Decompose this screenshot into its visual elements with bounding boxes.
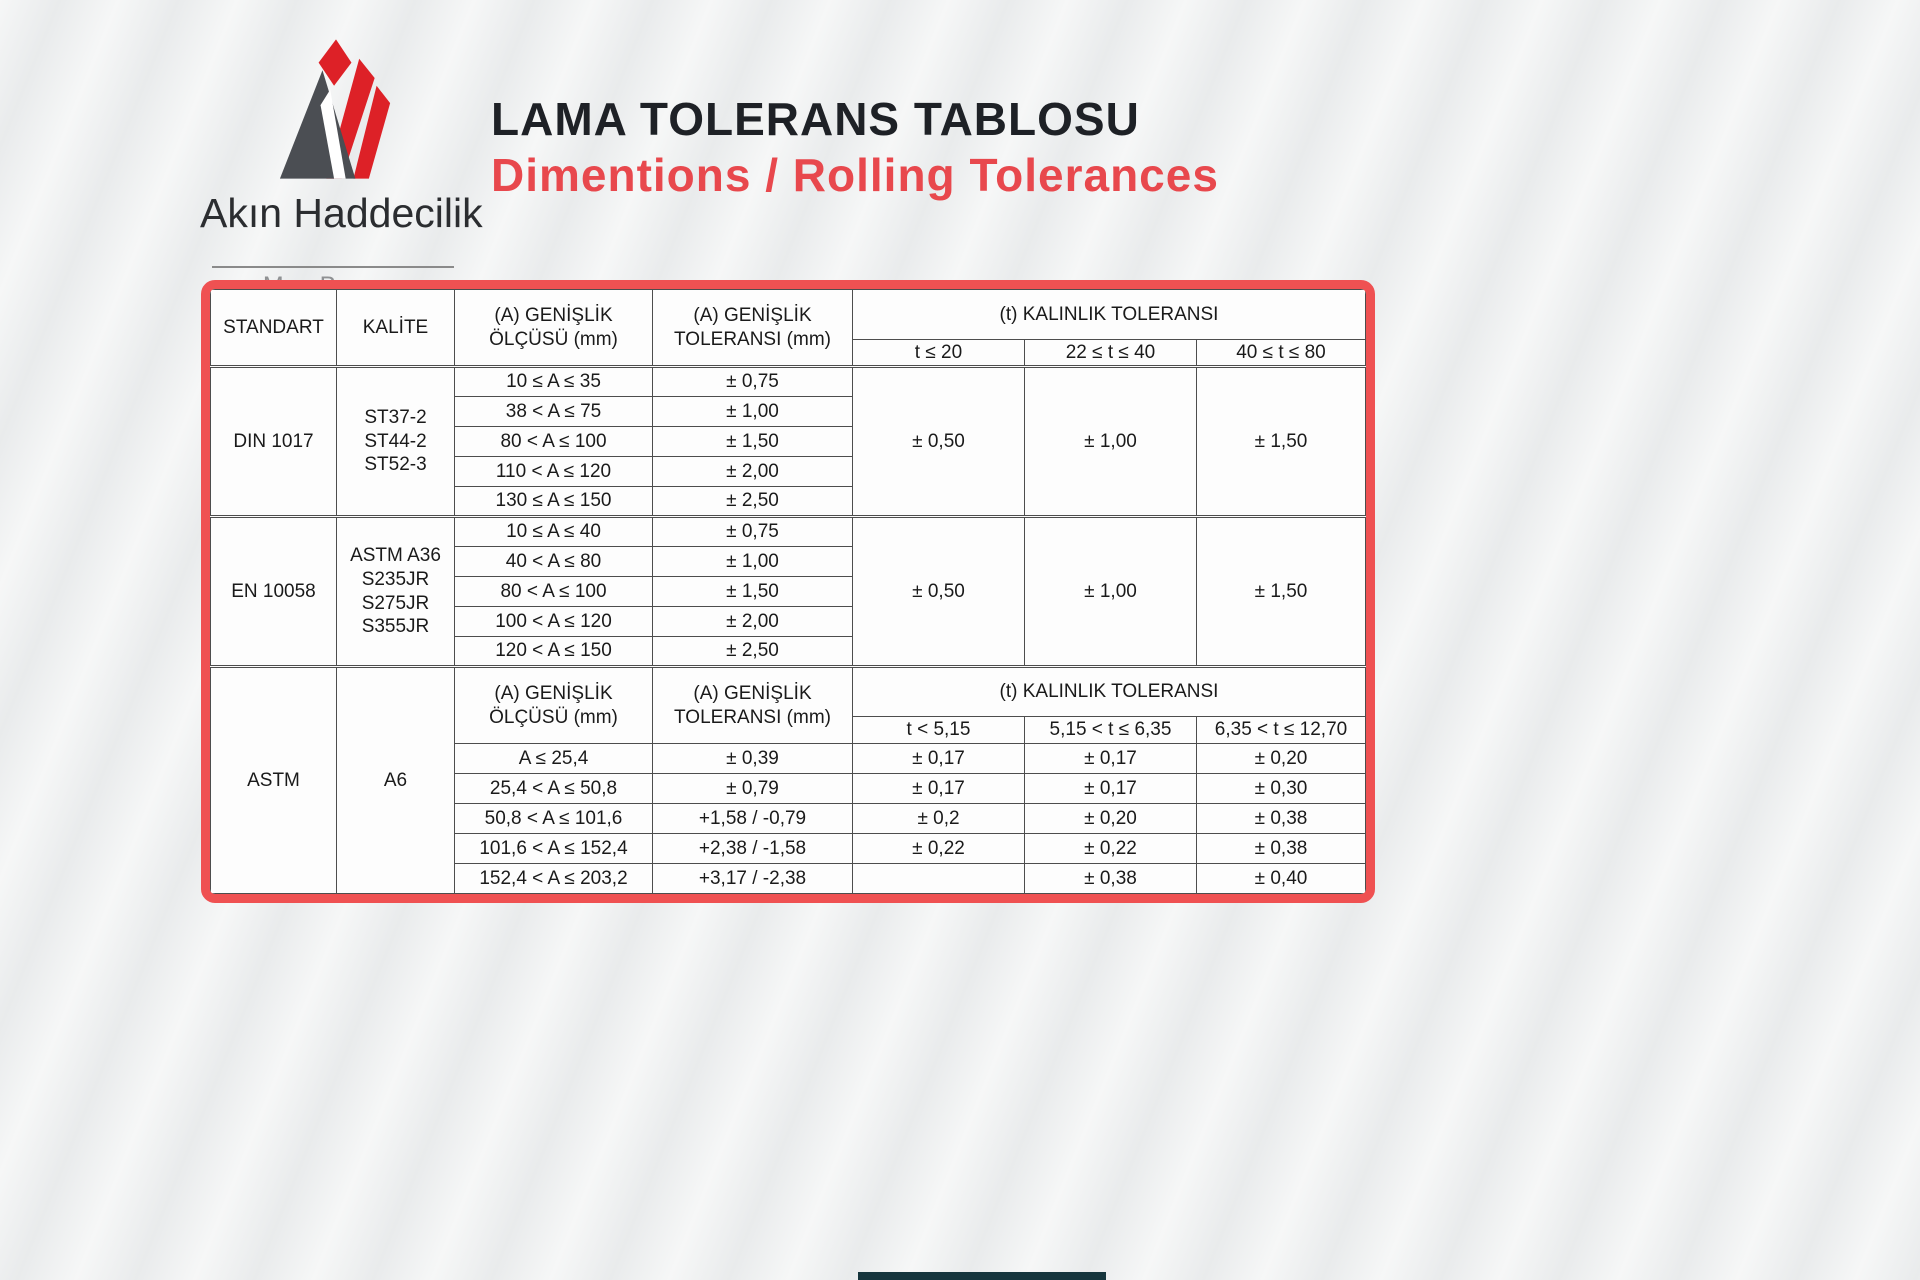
thickness-tol-cell: ± 0,22 — [1025, 834, 1197, 864]
width-range-cell: 100 < A ≤ 120 — [455, 607, 653, 637]
standard-cell: DIN 1017 — [211, 367, 337, 517]
col-header-thickness: (t) KALINLIK TOLERANSI — [853, 290, 1366, 340]
thickness-tol-cell: ± 0,22 — [853, 834, 1025, 864]
thickness-tol-cell: ± 1,00 — [1025, 517, 1197, 667]
width-tol-cell: ± 2,00 — [653, 607, 853, 637]
thickness-tol-cell: ± 0,2 — [853, 804, 1025, 834]
width-tol-cell: ± 0,39 — [653, 744, 853, 774]
brand-logo-icon — [278, 34, 394, 182]
col-header-width-tol: (A) GENİŞLİK TOLERANSI (mm) — [653, 290, 853, 367]
width-range-cell: 50,8 < A ≤ 101,6 — [455, 804, 653, 834]
width-range-cell: 80 < A ≤ 100 — [455, 577, 653, 607]
quality-line: ST37-2 — [364, 406, 427, 428]
width-range-cell: 130 ≤ A ≤ 150 — [455, 487, 653, 517]
quality-line: ASTM A36 — [350, 545, 441, 566]
standard-cell: ASTM — [211, 667, 337, 894]
thickness-tol-cell: ± 0,38 — [1197, 834, 1366, 864]
width-range-cell: 110 < A ≤ 120 — [455, 457, 653, 487]
tolerance-table — [210, 289, 1366, 894]
width-range-cell: 120 < A ≤ 150 — [455, 637, 653, 667]
width-tol-cell: ± 1,50 — [653, 577, 853, 607]
width-range-cell: 38 < A ≤ 75 — [455, 397, 653, 427]
width-tol-cell: ± 2,50 — [653, 487, 853, 517]
col-header-width-size: (A) GENİŞLİK ÖLÇÜSÜ (mm) — [455, 290, 653, 367]
thickness-tol-cell: ± 0,38 — [1197, 804, 1366, 834]
col-header-t-range: 5,15 < t ≤ 6,35 — [1025, 717, 1197, 744]
thickness-tol-cell: ± 0,17 — [853, 774, 1025, 804]
width-tol-cell: +1,58 / -0,79 — [653, 804, 853, 834]
tolerance-table-frame — [201, 280, 1375, 903]
width-tol-cell: ± 0,79 — [653, 774, 853, 804]
width-tol-cell: ± 0,75 — [653, 367, 853, 397]
width-range-cell: A ≤ 25,4 — [455, 744, 653, 774]
quality-line: S235JR — [361, 568, 430, 590]
thickness-tol-cell: ± 0,50 — [853, 367, 1025, 517]
col-header-t-range: 22 ≤ t ≤ 40 — [1025, 340, 1197, 367]
thickness-tol-cell: ± 0,50 — [853, 517, 1025, 667]
col-header-t-range: t ≤ 20 — [853, 340, 1025, 367]
width-range-cell: 101,6 < A ≤ 152,4 — [455, 834, 653, 864]
standard-cell: EN 10058 — [211, 517, 337, 667]
quality-line: ST44-2 — [364, 430, 427, 452]
width-range-cell: 10 ≤ A ≤ 40 — [455, 517, 653, 547]
brand-name: Akın Haddecilik — [200, 190, 483, 236]
width-tol-cell: ± 1,50 — [653, 427, 853, 457]
quality-line: S355JR — [361, 616, 430, 638]
thickness-tol-cell — [853, 864, 1025, 894]
col-header-standart: STANDART — [211, 290, 337, 367]
brand-divider — [212, 266, 454, 268]
quality-cell — [337, 367, 455, 517]
col-header-width-tol: (A) GENİŞLİK TOLERANSI (mm) — [653, 667, 853, 744]
width-tol-cell: ± 0,75 — [653, 517, 853, 547]
col-header-t-range: 6,35 < t ≤ 12,70 — [1197, 717, 1366, 744]
thickness-tol-cell: ± 0,17 — [853, 744, 1025, 774]
width-tol-cell: ± 2,00 — [653, 457, 853, 487]
thickness-tol-cell: ± 1,50 — [1197, 367, 1366, 517]
thickness-tol-cell: ± 0,20 — [1197, 744, 1366, 774]
thickness-tol-cell: ± 0,40 — [1197, 864, 1366, 894]
width-tol-cell: +3,17 / -2,38 — [653, 864, 853, 894]
footer-accent-bar — [858, 1272, 1106, 1280]
page-subtitle: Dimentions / Rolling Tolerances — [491, 149, 1219, 201]
thickness-tol-cell: ± 1,00 — [1025, 367, 1197, 517]
width-range-cell: 80 < A ≤ 100 — [455, 427, 653, 457]
width-tol-cell: +2,38 / -1,58 — [653, 834, 853, 864]
col-header-thickness: (t) KALINLIK TOLERANSI — [853, 667, 1366, 717]
col-header-t-range: 40 ≤ t ≤ 80 — [1197, 340, 1366, 367]
width-tol-cell: ± 2,50 — [653, 637, 853, 667]
thickness-tol-cell: ± 0,17 — [1025, 744, 1197, 774]
page-title: LAMA TOLERANS TABLOSU — [491, 93, 1140, 145]
quality-cell: A6 — [337, 667, 455, 894]
col-header-kalite: KALİTE — [337, 290, 455, 367]
thickness-tol-cell: ± 0,30 — [1197, 774, 1366, 804]
thickness-tol-cell: ± 0,17 — [1025, 774, 1197, 804]
width-range-cell: 10 ≤ A ≤ 35 — [455, 367, 653, 397]
width-range-cell: 40 < A ≤ 80 — [455, 547, 653, 577]
quality-cell — [337, 517, 455, 667]
col-header-width-size: (A) GENİŞLİK ÖLÇÜSÜ (mm) — [455, 667, 653, 744]
width-range-cell: 25,4 < A ≤ 50,8 — [455, 774, 653, 804]
quality-line: ST52-3 — [364, 454, 427, 476]
width-tol-cell: ± 1,00 — [653, 397, 853, 427]
width-range-cell: 152,4 < A ≤ 203,2 — [455, 864, 653, 894]
thickness-tol-cell: ± 1,50 — [1197, 517, 1366, 667]
thickness-tol-cell: ± 0,20 — [1025, 804, 1197, 834]
thickness-tol-cell: ± 0,38 — [1025, 864, 1197, 894]
width-tol-cell: ± 1,00 — [653, 547, 853, 577]
col-header-t-range: t < 5,15 — [853, 717, 1025, 744]
quality-line: S275JR — [361, 592, 430, 614]
